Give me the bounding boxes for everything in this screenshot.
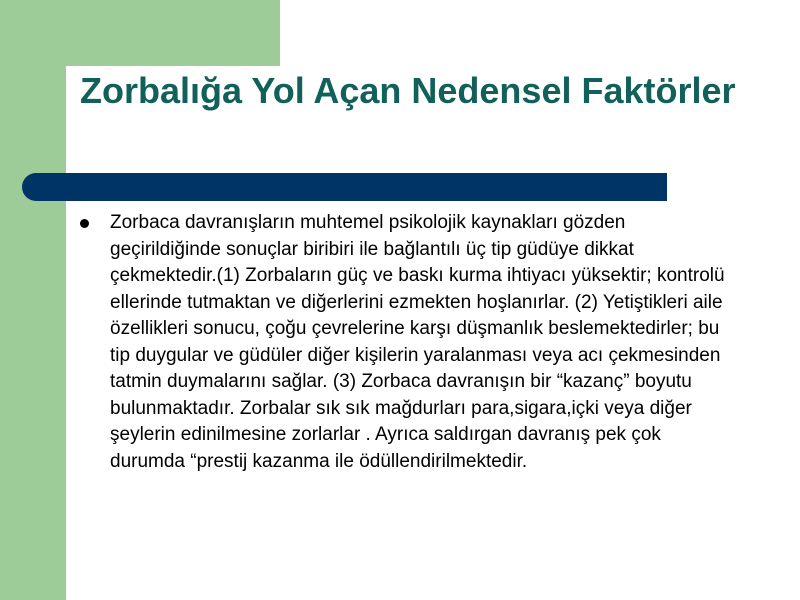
- slide-title: Zorbalığa Yol Açan Nedensel Faktörler: [80, 70, 736, 111]
- bullet-dot-icon: [80, 219, 89, 228]
- bullet-text: Zorbaca davranışların muhtemel psikolojik kaynakları gözden geçirildiğinde sonuçlar biribiri ile bağlantılı üç tip güdüye dikkat çekmektedir.(1) Zorbaların güç ve baskı kurma ihtiyacı yüksektir; kontrolü ellerinde tutmaktan ve diğerlerini ezmekten hoşlanırlar. (2) Yetiştikleri aile özellikleri sonucu, çoğu çevrelerine karşı düşmanlık beslemektedirler; bu tip duygular ve güdüler diğer kişilerin yaralanması veya acı çekmesinden tatmin duymalarını sağlar. (3) Zorbaca davranışın bir “kazanç” boyutu bulunmaktadır. Zorbalar sık sık mağdurları para,sigara,içki veya diğer şeylerin edinilmesine zorlarlar . Ayrıca saldırgan davranış pek çok durumda “prestij kazanma ile ödüllendirilmektedir.: [110, 212, 725, 472]
- title-divider-bar: [22, 173, 667, 201]
- background-accent-left: [0, 0, 66, 600]
- bullet-item: [80, 210, 740, 475]
